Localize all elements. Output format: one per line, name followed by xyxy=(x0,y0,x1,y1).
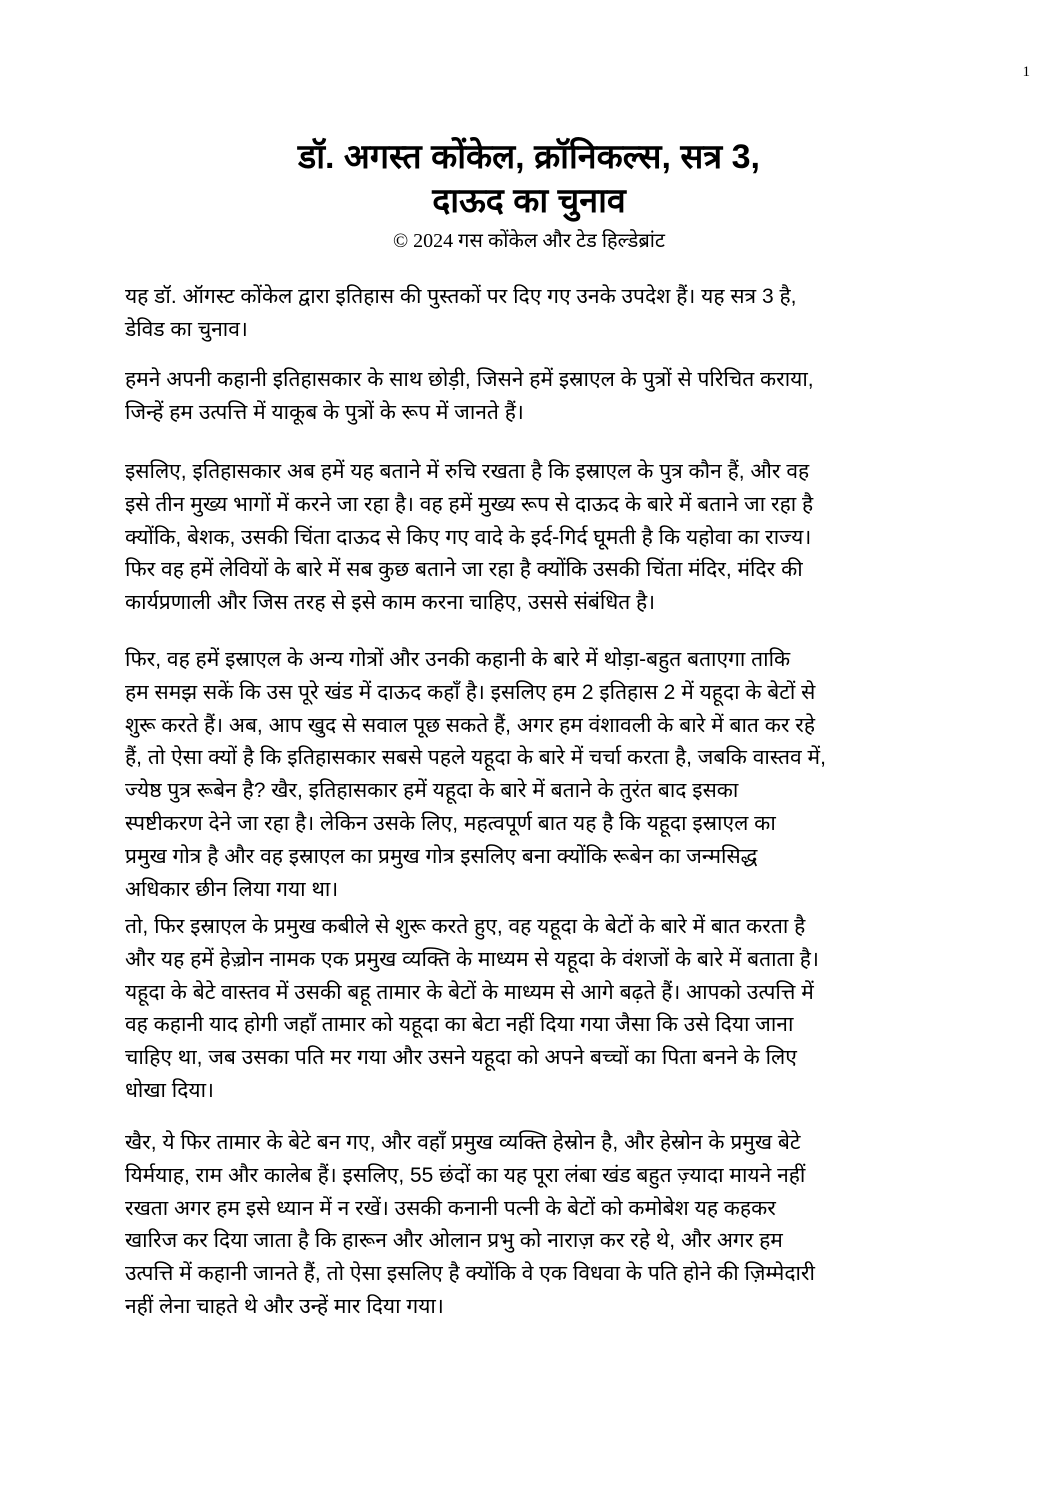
paragraph-line: फिर वह हमें लेवियों के बारे में सब कुछ बताने जा रहा है क्योंकि उसकी चिंता मंदिर, मंदिर की xyxy=(125,558,803,582)
paragraph-line: नहीं लेना चाहते थे और उन्हें मार दिया गया। xyxy=(125,1294,444,1318)
paragraph-line: और यह हमें हेज़्रोन नामक एक प्रमुख व्यक्ति के माध्यम से यहूदा के वंशजों के बारे में बताता है। xyxy=(125,947,819,971)
paragraph-line: फिर, वह हमें इस्राएल के अन्य गोत्रों और उनकी कहानी के बारे में थोड़ा-बहुत बताएगा ताकि xyxy=(125,648,791,671)
paragraph-line: चाहिए था, जब उसका पति मर गया और उसने यहूदा को अपने बच्चों का पिता बनने के लिए xyxy=(125,1046,797,1070)
copyright-notice: © 2024 गस कोंकेल और टेड हिल्डेब्रांट xyxy=(392,230,666,252)
body-paragraph xyxy=(125,456,925,620)
body-paragraph xyxy=(125,1127,925,1324)
paragraph-line: वह कहानी याद होगी जहाँ तामार को यहूदा का बेटा नहीं दिया गया जैसा कि उसे दिया जाना xyxy=(125,1013,794,1037)
paragraph-line: धोखा दिया। xyxy=(125,1078,214,1102)
body-paragraph xyxy=(125,281,925,347)
paragraph-line: प्रमुख गोत्र है और वह इस्राएल का प्रमुख गोत्र इसलिए बना क्योंकि रूबेन का जन्मसिद्ध xyxy=(125,844,758,868)
paragraph-line: खारिज कर दिया जाता है कि हारून और ओलान प्रभु को नाराज़ कर रहे थे, और अगर हम xyxy=(125,1229,783,1253)
paragraph-line: यह डॉ. ऑगस्ट कोंकेल द्वारा इतिहास की पुस्तकों पर दिए गए उनके उपदेश हैं। यह सत्र 3 है, xyxy=(125,285,797,308)
paragraph-line: यिर्मयाह, राम और कालेब हैं। इसलिए, 55 छंदों का यह पूरा लंबा खंड बहुत ज़्यादा मायने नहीं xyxy=(125,1163,806,1187)
paragraph-line: इसलिए, इतिहासकार अब हमें यह बताने में रुचि रखता है कि इस्राएल के पुत्र कौन हैं, और वह xyxy=(125,460,810,483)
paragraph-line: यहूदा के बेटे वास्तव में उसकी बहू तामार के बेटों के माध्यम से आगे बढ़ते हैं। आपको उत्पत्ति में xyxy=(125,980,814,1004)
body-paragraph xyxy=(125,911,925,1108)
paragraph-line: खैर, ये फिर तामार के बेटे बन गए, और वहाँ प्रमुख व्यक्ति हेस्रोन है, और हेस्रोन के प्रमुख बेटे xyxy=(125,1131,801,1154)
paragraph-line: रखता अगर हम इसे ध्यान में न रखें। उसकी कनानी पत्नी के बेटों को कमोबेश यह कहकर xyxy=(125,1196,776,1220)
paragraph-line: शुरू करते हैं। अब, आप खुद से सवाल पूछ सकते हैं, अगर हम वंशावली के बारे में बात कर रहे xyxy=(125,713,815,737)
paragraph-line: स्पष्टीकरण देने जा रहा है। लेकिन उसके लिए, महत्वपूर्ण बात यह है कि यहूदा इस्राएल का xyxy=(125,811,776,835)
paragraph-line: अधिकार छीन लिया गया था। xyxy=(125,877,339,901)
document-title-line-1: डॉ. अगस्त कोंकेल, क्रॉनिकल्स, सत्र 3, xyxy=(298,138,760,176)
body-paragraph xyxy=(125,364,925,430)
body-paragraph xyxy=(125,644,925,906)
paragraph-line: जिन्हें हम उत्पत्ति में याकूब के पुत्रों के रूप में जानते हैं। xyxy=(125,400,524,424)
paragraph-line: हम समझ सकें कि उस पूरे खंड में दाऊद कहाँ है। इसलिए हम 2 इतिहास 2 में यहूदा के बेटों से xyxy=(125,680,816,704)
paragraph-line: उत्पत्ति में कहानी जानते हैं, तो ऐसा इसलिए है क्योंकि वे एक विधवा के पति होने की ज़िम्मेदारी xyxy=(125,1262,815,1286)
document-title-line-2: दाऊद का चुनाव xyxy=(432,182,626,220)
page-number: 1 xyxy=(1022,64,1030,80)
paragraph-line: हैं, तो ऐसा क्यों है कि इतिहासकार सबसे पहले यहूदा के बारे में चर्चा करता है, जबकि वास्तव में, xyxy=(125,746,826,770)
paragraph-line: तो, फिर इस्राएल के प्रमुख कबीले से शुरू करते हुए, वह यहूदा के बेटों के बारे में बात करता है xyxy=(125,915,806,938)
paragraph-line: कार्यप्रणाली और जिस तरह से इसे काम करना चाहिए, उससे संबंधित है। xyxy=(125,591,656,615)
paragraph-line: ज्येष्ठ पुत्र रूबेन है? खैर, इतिहासकार हमें यहूदा के बारे में बताने के तुरंत बाद इसका xyxy=(125,779,739,803)
paragraph-line: डेविड का चुनाव। xyxy=(125,317,248,341)
paragraph-line: इसे तीन मुख्य भागों में करने जा रहा है। वह हमें मुख्य रूप से दाऊद के बारे में बताने जा रहा है xyxy=(125,492,814,516)
paragraph-line: हमने अपनी कहानी इतिहासकार के साथ छोड़ी, जिसने हमें इस्राएल के पुत्रों से परिचित कराया, xyxy=(125,368,814,391)
paragraph-line: क्योंकि, बेशक, उसकी चिंता दाऊद से किए गए वादे के इर्द-गिर्द घूमती है कि यहोवा का राज्य। xyxy=(125,525,812,549)
